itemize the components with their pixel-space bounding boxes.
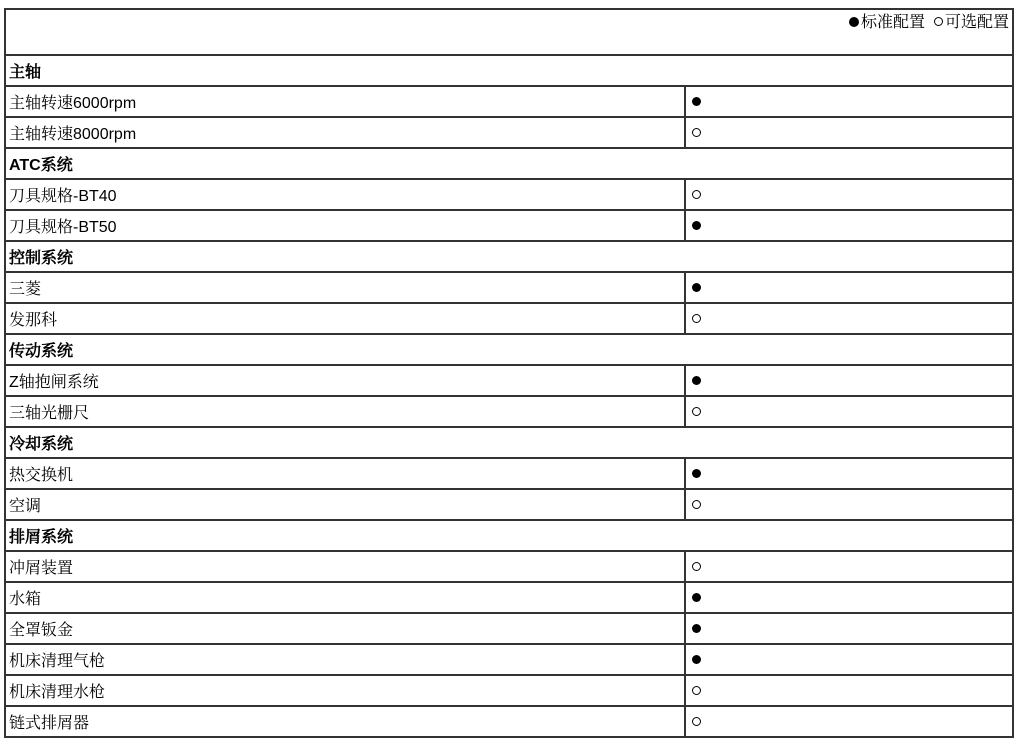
section-title: 传动系统 — [5, 334, 1013, 365]
legend-optional — [934, 12, 1009, 34]
table-row — [5, 179, 1013, 210]
section-header-row — [5, 427, 1013, 458]
marker-cell — [685, 117, 1013, 148]
item-label: 冲屑装置 — [5, 551, 685, 582]
marker-cell — [685, 613, 1013, 644]
item-label: 热交换机 — [5, 458, 685, 489]
table-row — [5, 706, 1013, 737]
section-title: 冷却系统 — [5, 427, 1013, 458]
marker-cell — [685, 210, 1013, 241]
item-label: 全罩钣金 — [5, 613, 685, 644]
table-row — [5, 551, 1013, 582]
marker-cell — [685, 86, 1013, 117]
optional-marker-icon — [692, 314, 701, 323]
marker-cell — [685, 675, 1013, 706]
marker-cell — [685, 489, 1013, 520]
item-label: 主轴转速8000rpm — [5, 117, 685, 148]
marker-cell — [685, 272, 1013, 303]
table-row — [5, 489, 1013, 520]
marker-cell — [685, 365, 1013, 396]
table-row — [5, 582, 1013, 613]
standard-marker-icon — [692, 221, 701, 230]
marker-cell — [685, 582, 1013, 613]
item-label: 空调 — [5, 489, 685, 520]
marker-cell — [685, 458, 1013, 489]
legend-optional-label: 可选配置 — [944, 14, 1009, 31]
marker-cell — [685, 396, 1013, 427]
optional-marker-icon — [692, 128, 701, 137]
marker-cell — [685, 644, 1013, 675]
section-title: 主轴 — [5, 55, 1013, 86]
optional-marker-icon — [692, 717, 701, 726]
optional-config-icon — [934, 17, 943, 26]
standard-marker-icon — [692, 655, 701, 664]
section-title: ATC系统 — [5, 148, 1013, 179]
optional-marker-icon — [692, 500, 701, 509]
marker-cell — [685, 706, 1013, 737]
optional-marker-icon — [692, 190, 701, 199]
section-header-row — [5, 334, 1013, 365]
legend-standard — [849, 12, 925, 34]
item-label: 刀具规格-BT40 — [5, 179, 685, 210]
optional-marker-icon — [692, 562, 701, 571]
item-label: 主轴转速6000rpm — [5, 86, 685, 117]
optional-marker-icon — [692, 407, 701, 416]
legend — [849, 12, 1009, 34]
standard-marker-icon — [692, 624, 701, 633]
item-label: 水箱 — [5, 582, 685, 613]
configuration-table — [4, 8, 1014, 738]
table-row — [5, 117, 1013, 148]
item-label: Z轴抱闸系统 — [5, 365, 685, 396]
standard-marker-icon — [692, 376, 701, 385]
table-row — [5, 210, 1013, 241]
item-label: 机床清理水枪 — [5, 675, 685, 706]
table-row — [5, 458, 1013, 489]
marker-cell — [685, 179, 1013, 210]
standard-marker-icon — [692, 469, 701, 478]
section-title: 控制系统 — [5, 241, 1013, 272]
table-row — [5, 303, 1013, 334]
item-label: 机床清理气枪 — [5, 644, 685, 675]
table-row — [5, 396, 1013, 427]
table-row — [5, 86, 1013, 117]
legend-cell — [5, 9, 1013, 55]
standard-config-icon — [849, 17, 859, 27]
section-header-row — [5, 55, 1013, 86]
table-row — [5, 613, 1013, 644]
optional-marker-icon — [692, 686, 701, 695]
table-row — [5, 365, 1013, 396]
section-header-row — [5, 148, 1013, 179]
marker-cell — [685, 551, 1013, 582]
standard-marker-icon — [692, 593, 701, 602]
table-row — [5, 675, 1013, 706]
table-row — [5, 644, 1013, 675]
legend-standard-label: 标准配置 — [860, 14, 925, 31]
standard-marker-icon — [692, 283, 701, 292]
item-label: 三轴光栅尺 — [5, 396, 685, 427]
section-header-row — [5, 520, 1013, 551]
item-label: 发那科 — [5, 303, 685, 334]
table-row — [5, 272, 1013, 303]
item-label: 链式排屑器 — [5, 706, 685, 737]
marker-cell — [685, 303, 1013, 334]
item-label: 刀具规格-BT50 — [5, 210, 685, 241]
standard-marker-icon — [692, 97, 701, 106]
section-header-row — [5, 241, 1013, 272]
legend-row — [5, 9, 1013, 55]
section-title: 排屑系统 — [5, 520, 1013, 551]
item-label: 三菱 — [5, 272, 685, 303]
